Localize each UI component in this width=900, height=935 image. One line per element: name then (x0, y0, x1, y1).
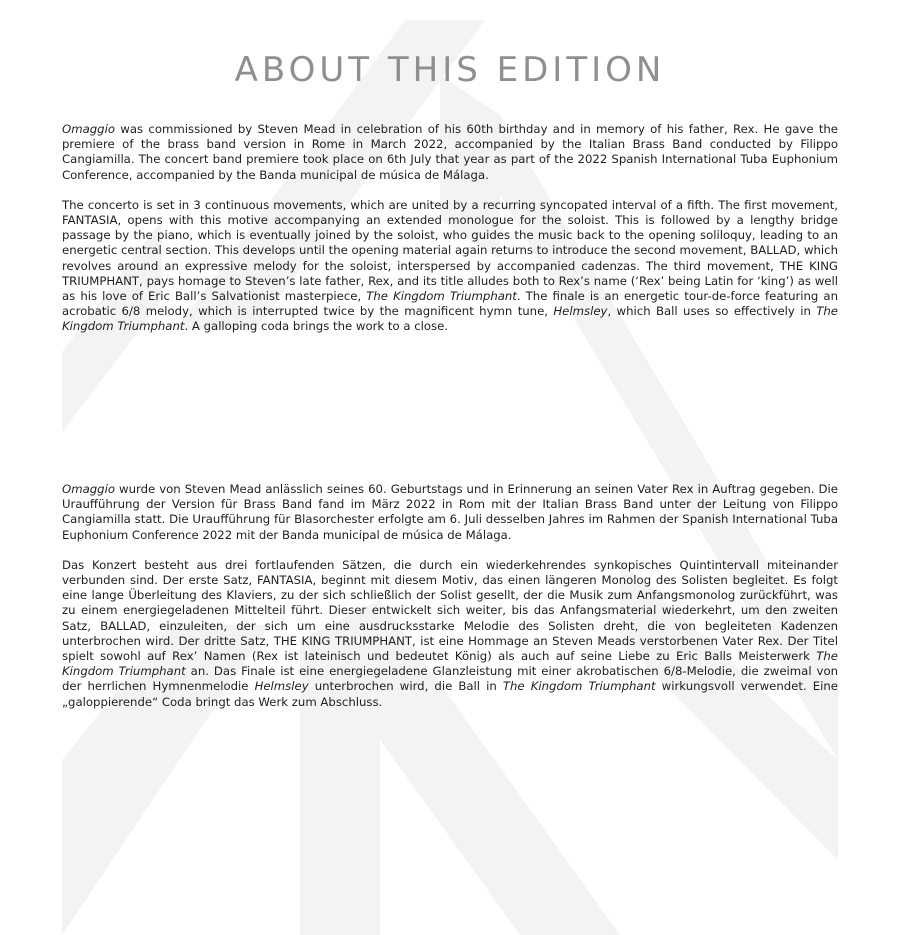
english-paragraph-1 (62, 122, 838, 183)
page-title: ABOUT THIS EDITION (234, 50, 666, 90)
body-text: Das Konzert besteht aus drei fortlaufenden Sätzen, die durch ein wiederkehrendes synkopisches Quintintervall miteinander verbunden sind. Der erste Satz, FANTASIA, beginnt mit diesem Motiv, das einen längeren Monolog des Solisten begleitet. Es folgt eine lange Überleitung des Klaviers, zu der sich schließlich der Solist gesellt, der die Musik zum Anfangsmonolog zurückführt, was zu einem energiegeladenen Mittelteil führt. Dieser entwickelt sich weiter, bis das Anfangsmaterial wiederkehrt, um den zweiten Satz, BALLAD, einzuleiten, der sich um eine ausdrucksstarke Melodie des Solisten dreht, die von begleiteten Kadenzen unterbrochen wird. Der dritte Satz, THE KING TRIUMPHANT, ist eine Hommage an Steven Meads verstorbenen Vater Rex. Der Titel spielt sowohl auf Rex’ Namen (Rex ist lateinisch und bedeutet König) als auch auf seine Liebe zu Eric Balls Meisterwerk (62, 557, 838, 664)
body-text: unterbrochen wird, die Ball in (308, 679, 503, 694)
body-text: , which Ball uses so effectively in (607, 304, 817, 319)
italic-title-text: The Kingdom Triumphant (62, 304, 838, 334)
body-text: . A galloping coda brings the work to a close. (184, 319, 449, 334)
body-text: was commissioned by Steven Mead in celebration of his 60th birthday and in memory of his father, Rex. He gave the premiere of the brass band version in Rome in March 2022, accompanied by the Italian Brass Band conducted by Filippo Cangiamilla. The concert band premiere took place on 6th July that year as part of the 2022 Spanish International Tuba Euphonium Conference, accompanied by the Banda municipal de música de Málaga. (62, 122, 838, 182)
body-text: an. Das Finale ist eine energiegeladene Glanzleistung mit einer akrobatischen 6/8-Melodie, die zweimal von der herrlichen Hymnenmelodie (62, 664, 838, 694)
german-paragraph-1 (62, 482, 838, 543)
italic-title-text: The Kingdom Triumphant (62, 649, 838, 679)
italic-title-text: Omaggio (62, 122, 115, 136)
italic-title-text: The Kingdom Triumphant (366, 289, 517, 304)
italic-title-text: Omaggio (62, 482, 115, 496)
german-section (62, 482, 838, 725)
italic-title-text: Helmsley (254, 679, 309, 694)
english-paragraph-2 (62, 198, 838, 335)
body-text: The concerto is set in 3 continuous movements, which are united by a recurring syncopated interval of a fifth. The first movement, FANTASIA, opens with this motive accompanying an extended monologue for the soloist. This is followed by a lengthy bridge passage by the piano, which is eventually joined by the soloist, who guides the music back to the opening soliloquy, leading to an energetic central section. This develops until the opening material again returns to introduce the second movement, BALLAD, which revolves around an expressive melody for the soloist, interspersed by accompanied cadenzas. The third movement, THE KING TRIUMPHANT, pays homage to Steven’s late father, Rex, and its title alludes both to Rex’s name (‘Rex’ being Latin for ‘king’) as well as his love of Eric Ball’s Salvationist masterpiece, (62, 197, 838, 304)
body-text: wirkungsvoll verwendet. Eine „galoppierende“ Coda bringt das Werk zum Abschluss. (62, 679, 838, 709)
italic-title-text: Helmsley (553, 304, 608, 319)
english-section (62, 122, 838, 350)
german-paragraph-2 (62, 558, 838, 710)
body-text: wurde von Steven Mead anlässlich seines 60. Geburtstags und in Erinnerung an seinen Vater Rex in Auftrag gegeben. Die Uraufführung der Version für Brass Band fand im März 2022 in Rom mit der Italian Brass Band unter der Leitung von Filippo Cangiamilla statt. Die Uraufführung für Blasorchester erfolgte am 6. Juli desselben Jahres im Rahmen der Spanish International Tuba Euphonium Conference 2022 mit der Banda municipal de música de Málaga. (62, 482, 838, 542)
body-text: . The finale is an energetic tour-de-force featuring an acrobatic 6/8 melody, which is interrupted twice by the magnificent hymn tune, (62, 289, 838, 319)
italic-title-text: The Kingdom Triumphant (502, 679, 656, 694)
